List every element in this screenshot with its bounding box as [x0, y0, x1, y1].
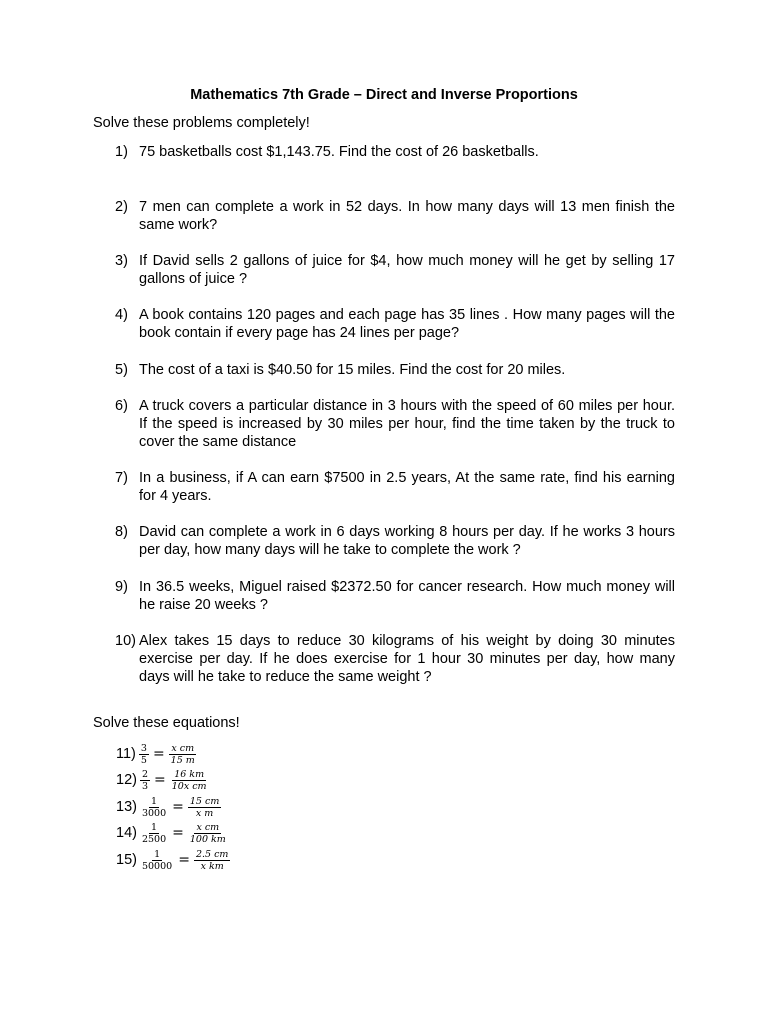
- rhs-numerator: 16 km: [174, 768, 205, 780]
- problem-text: A truck covers a particular distance in 3 hours with the speed of 60 miles per hour. If the speed is increased by 30 miles per hour, find the time taken by the truck to cover the same distance: [139, 398, 675, 450]
- equation-item: [116, 820, 230, 846]
- problem-text: 7 men can complete a work in 52 days. In how many days will 13 men finish the same work?: [139, 199, 675, 233]
- problem-item: [115, 143, 675, 161]
- equation-number: 13): [116, 799, 137, 815]
- rhs-fraction: [170, 769, 209, 792]
- rhs-denominator: x m: [195, 807, 214, 819]
- equation-number: 15): [116, 852, 137, 868]
- rhs-fraction: [188, 822, 228, 845]
- rhs-denominator: 15 m: [170, 754, 195, 766]
- problem-number: 5): [115, 362, 128, 378]
- lhs-fraction: [139, 743, 149, 766]
- problem-item: [115, 252, 675, 288]
- section-heading-equations: Solve these equations!: [93, 715, 240, 731]
- equals-sign: =: [152, 746, 165, 762]
- problem-item: [115, 397, 675, 451]
- problem-number: 3): [115, 253, 128, 269]
- rhs-denominator: 100 km: [189, 833, 226, 845]
- rhs-fraction: [169, 743, 197, 766]
- problem-text: A book contains 120 pages and each page has 35 lines . How many pages will the book contain if every page has 24 lines per page?: [139, 307, 675, 341]
- rhs-numerator: 2.5 cm: [195, 848, 229, 860]
- lhs-numerator: 1: [151, 795, 158, 807]
- problem-number: 7): [115, 470, 128, 486]
- problem-text: Alex takes 15 days to reduce 30 kilograms of his weight by doing 30 minutes exercise per day. If he does exercise for 1 hour 30 minutes per day, how many days will he take to reduce the same weight ?: [139, 633, 675, 685]
- rhs-denominator: 10x cm: [171, 780, 207, 792]
- problem-text: In 36.5 weeks, Miguel raised $2372.50 for cancer research. How much money will he raise 20 weeks ?: [139, 579, 675, 613]
- lhs-fraction: [140, 849, 174, 872]
- lhs-denominator: 3000: [141, 807, 167, 819]
- rhs-numerator: x cm: [171, 742, 195, 754]
- equals-sign: =: [172, 825, 184, 841]
- equation-number: 12): [116, 772, 137, 788]
- problem-item: [115, 361, 675, 379]
- lhs-fraction: [140, 796, 168, 819]
- rhs-denominator: x km: [200, 860, 224, 872]
- lhs-fraction: [140, 769, 150, 792]
- problem-item: [115, 198, 675, 234]
- equation-item: [116, 767, 211, 793]
- equation-number: 14): [116, 825, 137, 841]
- lhs-denominator: 2500: [141, 833, 167, 845]
- equals-sign: =: [178, 852, 190, 868]
- rhs-numerator: 15 cm: [189, 795, 220, 807]
- problem-text: If David sells 2 gallons of juice for $4, how much money will he get by selling 17 gallons of juice ?: [139, 253, 675, 287]
- problem-item: [115, 523, 675, 559]
- equation-item: [116, 847, 232, 873]
- lhs-denominator: 5: [140, 754, 147, 766]
- problem-number: 10): [115, 633, 136, 649]
- equals-sign: =: [154, 772, 166, 788]
- problem-text: David can complete a work in 6 days working 8 hours per day. If he works 3 hours per day, how many days will he take to complete the work ?: [139, 524, 675, 558]
- problem-number: 8): [115, 524, 128, 540]
- problem-number: 2): [115, 199, 128, 215]
- lhs-denominator: 50000: [141, 860, 173, 872]
- problem-text: In a business, if A can earn $7500 in 2.5 years, At the same rate, find his earning for 4 years.: [139, 470, 675, 504]
- problem-number: 1): [115, 144, 128, 160]
- problem-item: [115, 306, 675, 342]
- problem-text: 75 basketballs cost $1,143.75. Find the cost of 26 basketballs.: [139, 144, 539, 160]
- problem-item: [115, 469, 675, 505]
- problem-number: 4): [115, 307, 128, 323]
- rhs-fraction: [188, 796, 221, 819]
- lhs-fraction: [140, 822, 168, 845]
- problem-item: [115, 578, 675, 614]
- equation-item: [116, 741, 199, 767]
- lhs-numerator: 1: [154, 848, 161, 860]
- lhs-numerator: 3: [140, 742, 147, 754]
- section-heading-problems: Solve these problems completely!: [93, 115, 310, 131]
- lhs-denominator: 3: [141, 780, 149, 792]
- rhs-numerator: x cm: [196, 821, 220, 833]
- rhs-fraction: [194, 849, 230, 872]
- equation-number: 11): [116, 746, 136, 762]
- lhs-numerator: 2: [141, 768, 149, 780]
- page-title: Mathematics 7th Grade – Direct and Inverse Proportions: [190, 87, 578, 103]
- problem-number: 9): [115, 579, 128, 595]
- equation-item: [116, 794, 223, 820]
- lhs-numerator: 1: [151, 821, 158, 833]
- problem-item: [115, 632, 675, 686]
- problem-number: 6): [115, 398, 128, 414]
- problem-text: The cost of a taxi is $40.50 for 15 miles. Find the cost for 20 miles.: [139, 362, 566, 378]
- equals-sign: =: [172, 799, 184, 815]
